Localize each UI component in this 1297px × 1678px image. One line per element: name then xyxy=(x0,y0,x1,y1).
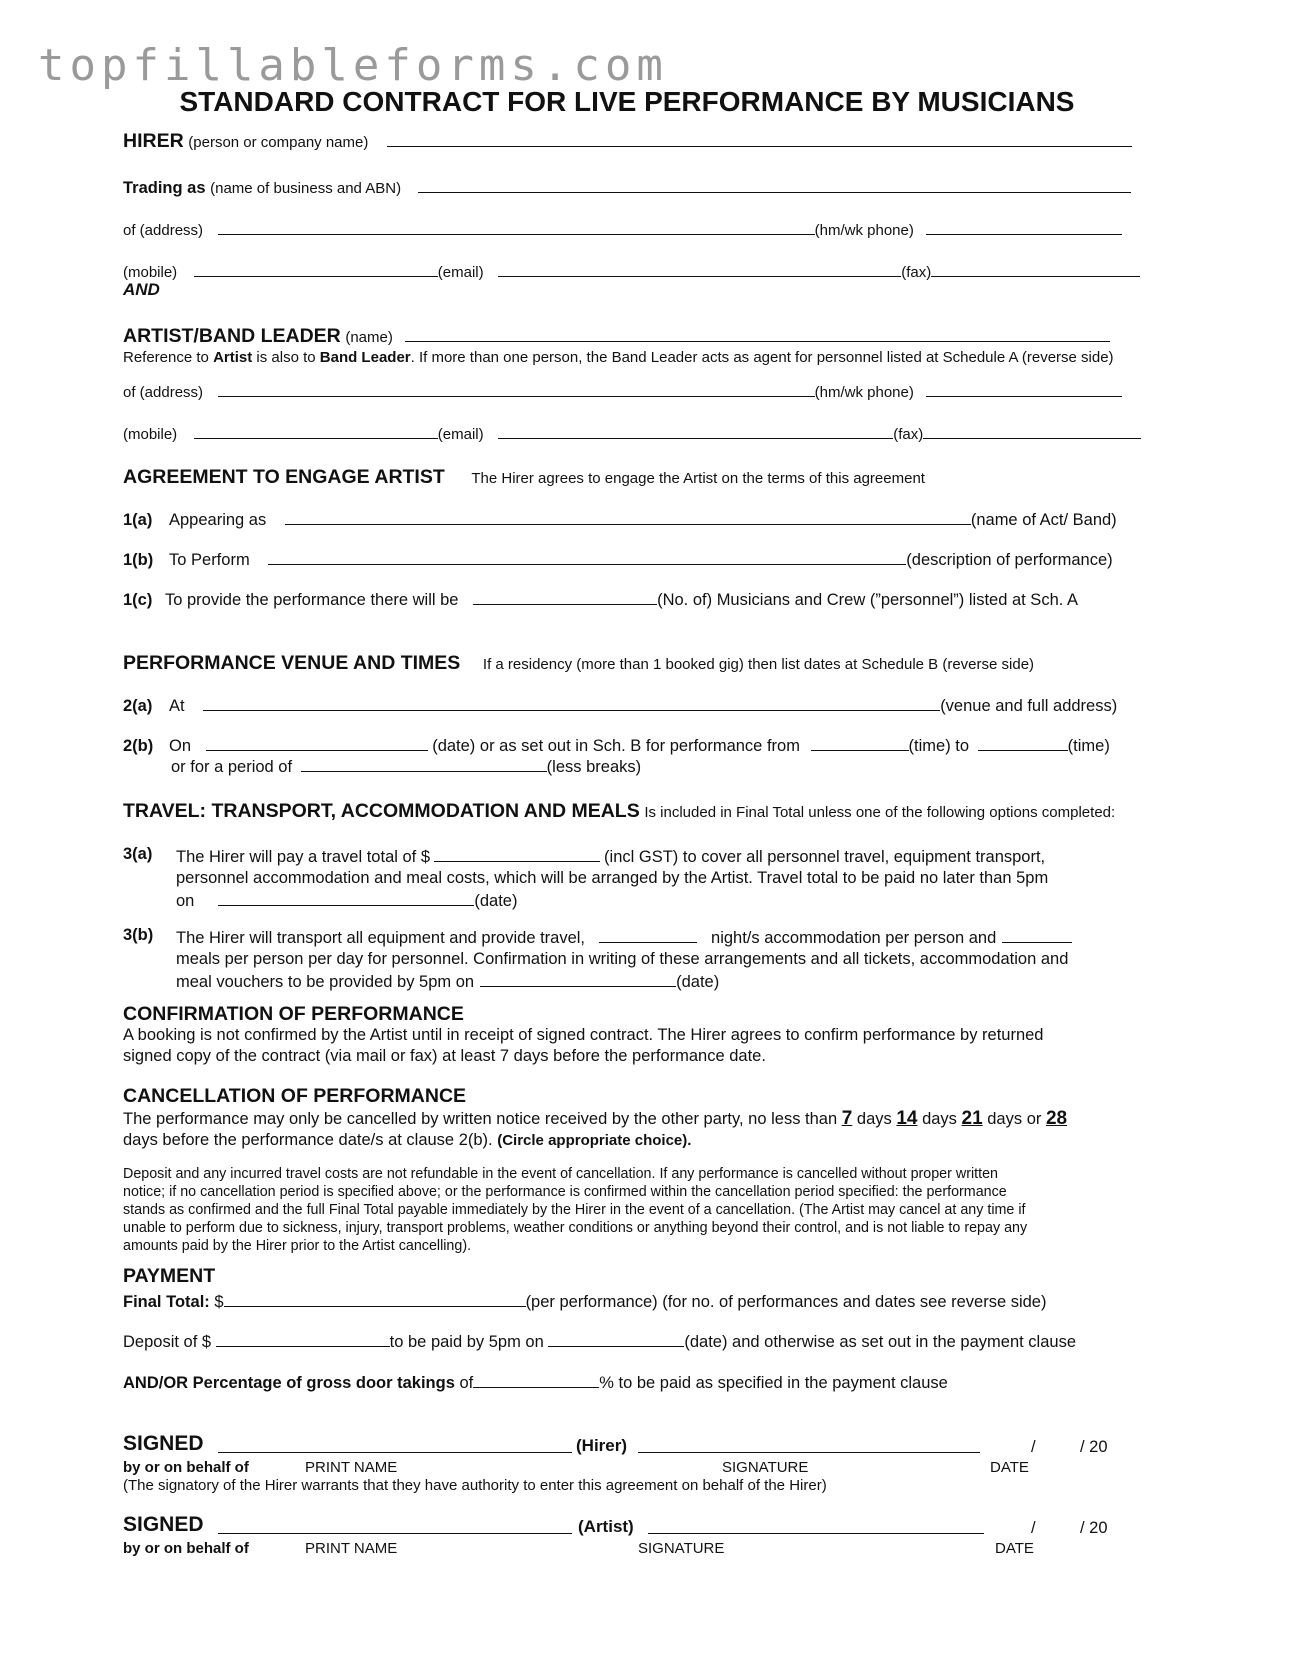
clause-3a-num-text: 3(a) xyxy=(123,845,153,863)
clause-2b-period xyxy=(171,755,1231,777)
artist-address-field[interactable] xyxy=(218,380,815,397)
deposit-due-label: to be paid by 5pm on xyxy=(389,1333,544,1351)
fine-print-line2: notice; if no cancellation period is specified above; or the performance is confirmed within the cancellation period specified: the performance xyxy=(123,1184,1007,1200)
clause-2b-time1: (time) to xyxy=(908,737,970,755)
hirer-fax-label: (fax) xyxy=(901,264,932,281)
clause-2a xyxy=(123,694,1183,716)
door-percentage-field[interactable] xyxy=(473,1371,599,1388)
artist-ref-text-4: Band Leader xyxy=(319,349,411,366)
act-name-field[interactable] xyxy=(285,508,971,525)
hirer-signed-label: SIGNED xyxy=(123,1432,204,1455)
clause-3b-line3a: meal vouchers to be provided by 5pm on xyxy=(176,973,475,991)
clause-3a-line3a: on xyxy=(176,892,195,910)
deposit-label: Deposit of $ xyxy=(123,1333,212,1351)
clause-2b-period-suffix: (less breaks) xyxy=(546,758,642,776)
final-total-suffix: (per performance) (for no. of performances and dates see reverse side) xyxy=(525,1293,1047,1311)
clause-1c-number: 1(c) xyxy=(123,591,153,609)
cancellation-line2: days before the performance date/s at clause 2(b). xyxy=(123,1131,498,1149)
hirer-print-name-caption: PRINT NAME xyxy=(305,1459,398,1476)
hirer-phone-field[interactable] xyxy=(926,218,1122,235)
cancellation-text xyxy=(123,1108,1183,1151)
deposit-amount-field[interactable] xyxy=(216,1330,390,1347)
hirer-label: HIRER xyxy=(123,130,184,152)
hirer-date-year[interactable]: / 20 xyxy=(1080,1438,1108,1456)
artist-fax-field[interactable] xyxy=(923,422,1141,439)
performance-description-field[interactable] xyxy=(268,548,906,565)
circle-choice-note: (Circle appropriate choice). xyxy=(497,1132,692,1149)
cancellation-fine-print xyxy=(123,1165,1173,1255)
artist-reference-note xyxy=(123,349,1183,366)
confirmation-line2: signed copy of the contract (via mail or fax) at least 7 days before the performance date. xyxy=(123,1047,766,1065)
clause-1c-suffix: (No. of) Musicians and Crew (”personnel”) listed at Sch. A xyxy=(657,591,1079,609)
travel-payment-date-field[interactable] xyxy=(218,889,474,906)
clause-3a-line2: personnel accommodation and meal costs, which will be arranged by the Artist. Travel total to be paid no later than 5pm xyxy=(176,869,1049,887)
percentage-label: AND/OR Percentage of gross door takings xyxy=(123,1374,455,1392)
hirer-contact-row xyxy=(123,260,1183,282)
artist-ref-text-2: Artist xyxy=(213,349,253,366)
hirer-mobile-field[interactable] xyxy=(194,260,438,277)
fine-print-line4: unable to perform due to sickness, injury, transport problems, weather conditions or anything beyond their control, and is not liable to repay any xyxy=(123,1220,1028,1236)
cancel-option-28[interactable]: 28 xyxy=(1045,1108,1068,1129)
artist-behalf-label: by or on behalf of xyxy=(123,1540,249,1557)
cancel-option-14[interactable]: 14 xyxy=(896,1108,918,1129)
hirer-address-row xyxy=(123,218,1183,240)
start-time-field[interactable] xyxy=(811,734,909,751)
hirer-label-note: (person or company name) xyxy=(188,134,369,151)
cancel-days-text-2: days xyxy=(917,1110,962,1128)
deposit-suffix: (date) and otherwise as set out in the payment clause xyxy=(684,1333,1077,1351)
clause-2b-number: 2(b) xyxy=(123,737,154,755)
hirer-mobile-label: (mobile) xyxy=(123,264,178,281)
hirer-fax-field[interactable] xyxy=(931,260,1140,277)
artist-contact-row xyxy=(123,422,1183,444)
clause-1c-label: To provide the performance there will be xyxy=(165,591,459,609)
hirer-name-row xyxy=(123,130,1183,153)
hirer-print-name-field[interactable] xyxy=(218,1436,572,1453)
artist-print-name-caption: PRINT NAME xyxy=(305,1540,398,1557)
clause-2b-period-label: or for a period of xyxy=(171,758,293,776)
hirer-trading-label: Trading as xyxy=(123,179,206,197)
nights-accommodation-field[interactable] xyxy=(599,926,697,943)
clause-3b-line2: meals per person per day for personnel. Confirmation in writing of these arrangements and all tickets, accommodation and xyxy=(176,950,1069,968)
hirer-warrant-note: (The signatory of the Hirer warrants that they have authority to enter this agreement on behalf of the Hirer) xyxy=(123,1477,827,1494)
clause-1a-label: Appearing as xyxy=(169,511,267,529)
artist-signed-label: SIGNED xyxy=(123,1513,204,1536)
venue-heading-row xyxy=(123,652,1183,675)
hirer-date-caption: DATE xyxy=(990,1459,1029,1476)
clause-2b-label: On xyxy=(169,737,192,755)
hirer-trading-field[interactable] xyxy=(418,176,1131,193)
artist-ref-text-3: is also to xyxy=(252,349,320,366)
venue-address-field[interactable] xyxy=(203,694,940,711)
travel-heading-row xyxy=(123,800,1183,823)
artist-email-label: (email) xyxy=(437,426,484,443)
confirmation-heading-row xyxy=(123,1003,1183,1026)
artist-date-caption: DATE xyxy=(995,1540,1034,1557)
percentage-of: of xyxy=(459,1374,474,1392)
hirer-role-label: (Hirer) xyxy=(576,1436,628,1455)
travel-total-field[interactable] xyxy=(434,845,600,862)
artist-signature-caption: SIGNATURE xyxy=(638,1540,725,1557)
fine-print-line1: Deposit and any incurred travel costs are not refundable in the event of cancellation. If any performance is cancelled without proper written xyxy=(123,1166,998,1182)
artist-address-label: of (address) xyxy=(123,384,204,401)
clause-3a-line1b: (incl GST) to cover all personnel travel, equipment transport, xyxy=(604,848,1046,866)
artist-date-year[interactable]: / 20 xyxy=(1080,1519,1108,1537)
clause-3a-line1a: The Hirer will pay a travel total of $ xyxy=(176,848,431,866)
cancel-option-7[interactable]: 7 xyxy=(841,1108,853,1129)
artist-phone-field[interactable] xyxy=(926,380,1122,397)
percentage-suffix: % to be paid as specified in the payment clause xyxy=(599,1374,948,1392)
clause-1a xyxy=(123,508,1183,530)
and-label: AND xyxy=(123,280,160,299)
venue-heading: PERFORMANCE VENUE AND TIMES xyxy=(123,652,461,674)
travel-note: Is included in Final Total unless one of the following options completed: xyxy=(644,804,1116,821)
clause-3a xyxy=(176,845,1176,912)
cancel-days-text-1: days xyxy=(852,1110,897,1128)
hirer-address-field[interactable] xyxy=(218,218,815,235)
clause-1b xyxy=(123,548,1183,570)
artist-name-row xyxy=(123,325,1183,348)
clause-3b-line1b: night/s accommodation per person and xyxy=(711,929,997,947)
watermark-logo: topfillableforms.com xyxy=(38,40,668,91)
artist-ref-text-5: . If more than one person, the Band Leader acts as agent for personnel listed at Schedule A (reverse side) xyxy=(410,349,1114,366)
cancellation-heading-row xyxy=(123,1085,1183,1108)
final-total-label: Final Total: xyxy=(123,1293,210,1311)
artist-role-label: (Artist) xyxy=(578,1517,634,1536)
page-title: STANDARD CONTRACT FOR LIVE PERFORMANCE BY MUSICIANS xyxy=(179,86,1075,117)
hirer-phone-label: (hm/wk phone) xyxy=(814,222,914,239)
cancellation-line1: The performance may only be cancelled by written notice received by the other party, no less than xyxy=(123,1110,842,1128)
clause-3b-line3b: (date) xyxy=(676,973,720,991)
hirer-trading-note: (name of business and ABN) xyxy=(210,180,402,197)
clause-3b-num-text: 3(b) xyxy=(123,926,154,944)
artist-label-note: (name) xyxy=(345,329,393,346)
cancel-days-text-3: days or xyxy=(982,1110,1046,1128)
clause-3a-line3b: (date) xyxy=(474,892,518,910)
clause-1b-label: To Perform xyxy=(169,551,250,569)
clause-2b-mid: (date) or as set out in Sch. B for performance from xyxy=(432,737,800,755)
artist-fax-label: (fax) xyxy=(893,426,924,443)
confirmation-date-field[interactable] xyxy=(480,970,676,987)
agreement-note: The Hirer agrees to engage the Artist on the terms of this agreement xyxy=(471,470,925,487)
fine-print-line5: amounts paid by the Hirer prior to the Artist cancelling). xyxy=(123,1238,472,1254)
artist-phone-label: (hm/wk phone) xyxy=(814,384,914,401)
agreement-heading: AGREEMENT TO ENGAGE ARTIST xyxy=(123,466,445,488)
artist-label: ARTIST/BAND LEADER xyxy=(123,325,341,347)
hirer-name-field[interactable] xyxy=(387,130,1132,147)
artist-signature-field[interactable] xyxy=(648,1517,984,1534)
clause-2a-label: At xyxy=(169,697,185,715)
deposit-row xyxy=(123,1330,1183,1352)
clause-1c xyxy=(123,588,1183,610)
artist-date-slash: / xyxy=(1031,1519,1036,1537)
clause-3b-line1a: The Hirer will transport all equipment and provide travel, xyxy=(176,929,586,947)
final-total-row xyxy=(123,1290,1183,1312)
deposit-date-field[interactable] xyxy=(548,1330,684,1347)
clause-1a-suffix: (name of Act/ Band) xyxy=(970,511,1117,529)
hirer-behalf-label: by or on behalf of xyxy=(123,1459,249,1476)
confirmation-heading: CONFIRMATION OF PERFORMANCE xyxy=(123,1003,464,1025)
venue-note: If a residency (more than 1 booked gig) then list dates at Schedule B (reverse side) xyxy=(482,656,1035,673)
artist-email-field[interactable] xyxy=(498,422,893,439)
clause-3b xyxy=(176,926,1176,993)
clause-2a-suffix: (venue and full address) xyxy=(940,697,1118,715)
personnel-count-field[interactable] xyxy=(473,588,657,605)
hirer-signature-caption: SIGNATURE xyxy=(722,1459,809,1476)
final-total-field[interactable] xyxy=(224,1290,526,1307)
performance-period-field[interactable] xyxy=(301,755,547,772)
payment-heading: PAYMENT xyxy=(123,1265,216,1287)
meals-per-day-field[interactable] xyxy=(1002,926,1072,943)
clause-1a-number: 1(a) xyxy=(123,511,153,529)
clause-2b-time2: (time) xyxy=(1067,737,1110,755)
clause-2b xyxy=(123,734,1183,756)
artist-mobile-field[interactable] xyxy=(194,422,438,439)
artist-name-field[interactable] xyxy=(405,325,1110,342)
confirmation-text xyxy=(123,1025,1183,1067)
percentage-row xyxy=(123,1371,1183,1393)
hirer-email-field[interactable] xyxy=(498,260,901,277)
artist-ref-text-1: Reference to xyxy=(123,349,214,366)
hirer-email-label: (email) xyxy=(437,264,484,281)
cancellation-heading: CANCELLATION OF PERFORMANCE xyxy=(123,1085,467,1107)
clause-2a-number: 2(a) xyxy=(123,697,153,715)
artist-print-name-field[interactable] xyxy=(218,1517,572,1534)
artist-mobile-label: (mobile) xyxy=(123,426,178,443)
artist-address-row xyxy=(123,380,1183,402)
clause-1b-number: 1(b) xyxy=(123,551,154,569)
final-total-dollar: $ xyxy=(214,1293,224,1311)
hirer-address-label: of (address) xyxy=(123,222,204,239)
cancel-option-21[interactable]: 21 xyxy=(961,1108,983,1129)
performance-date-field[interactable] xyxy=(206,734,428,751)
hirer-trading-row xyxy=(123,176,1183,198)
fine-print-line3: stands as confirmed and the full Final Total payable immediately by the Hirer in the event of a cancellation. (The Artist may cancel at any time if xyxy=(123,1202,1026,1218)
hirer-date-slash: / xyxy=(1031,1438,1036,1456)
hirer-signature-field[interactable] xyxy=(638,1436,980,1453)
end-time-field[interactable] xyxy=(978,734,1068,751)
travel-heading: TRAVEL: TRANSPORT, ACCOMMODATION AND MEALS xyxy=(123,800,640,822)
payment-heading-row xyxy=(123,1265,1183,1288)
clause-1b-suffix: (description of performance) xyxy=(906,551,1113,569)
agreement-heading-row xyxy=(123,466,1183,489)
confirmation-line1: A booking is not confirmed by the Artist until in receipt of signed contract. The Hirer agrees to confirm performance by returned xyxy=(123,1026,1044,1044)
